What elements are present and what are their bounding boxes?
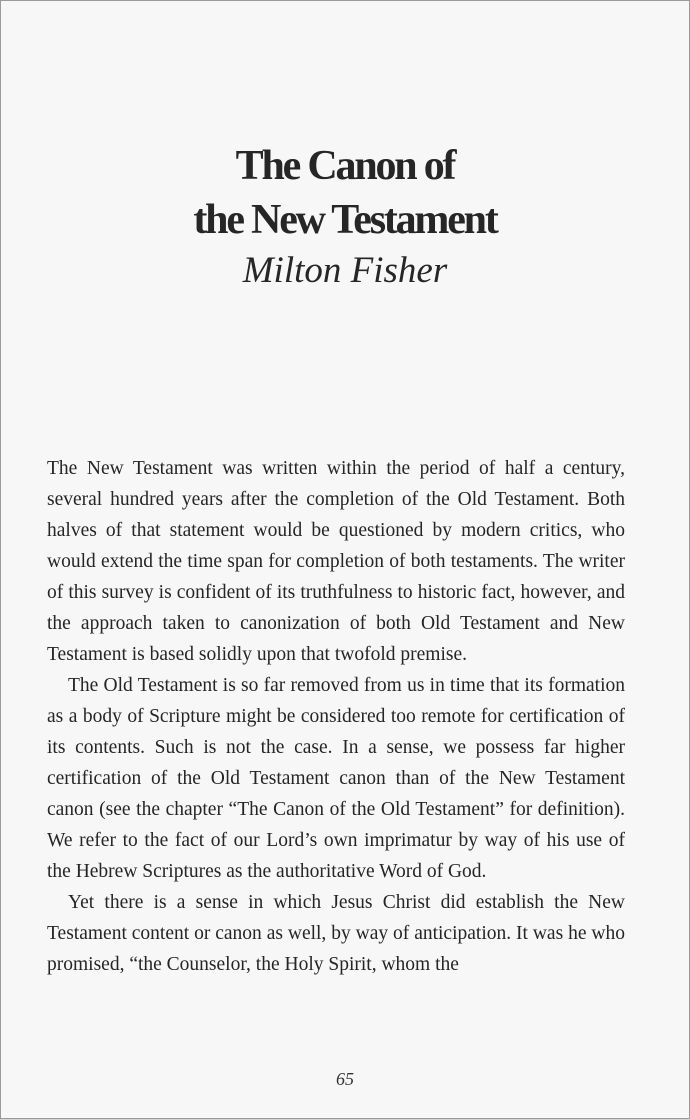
paragraph: Yet there is a sense in which Jesus Christ did establish the New Testament content or canon as well, by way of anticipation. It was he who promised, “the Counselor, the Holy Spirit, whom the [47,892,625,975]
chapter-body [47,453,625,980]
chapter-author: Milton Fisher [242,250,448,291]
chapter-title-line-1: The Canon of [235,143,455,189]
paragraph: The New Testament was written within the period of half a century, several hundred years after the completion of the Old Testament. Both halves of that statement would be questioned by modern critics, who would extend the time span for completion of both testaments. The writer of this survey is confident of its truthfulness to historic fact, however, and the approach taken to canonization of both Old Testament and New Testament is based solidly upon that twofold premise. [47,458,625,665]
paragraph: The Old Testament is so far removed from us in time that its formation as a body of Scripture might be considered too remote for certification of its contents. Such is not the case. In a sense, we possess far higher certification of the Old Testament canon than of the New Testament canon (see the chapter “The Canon of the Old Testament” for definition). We refer to the fact of our Lord’s own imprimatur by way of his use of the Hebrew Scriptures as the authoritative Word of God. [47,675,625,882]
chapter-title-line-2: the New Testament [193,197,497,243]
page-number: 65 [336,1069,354,1089]
chapter-heading [1,139,689,295]
